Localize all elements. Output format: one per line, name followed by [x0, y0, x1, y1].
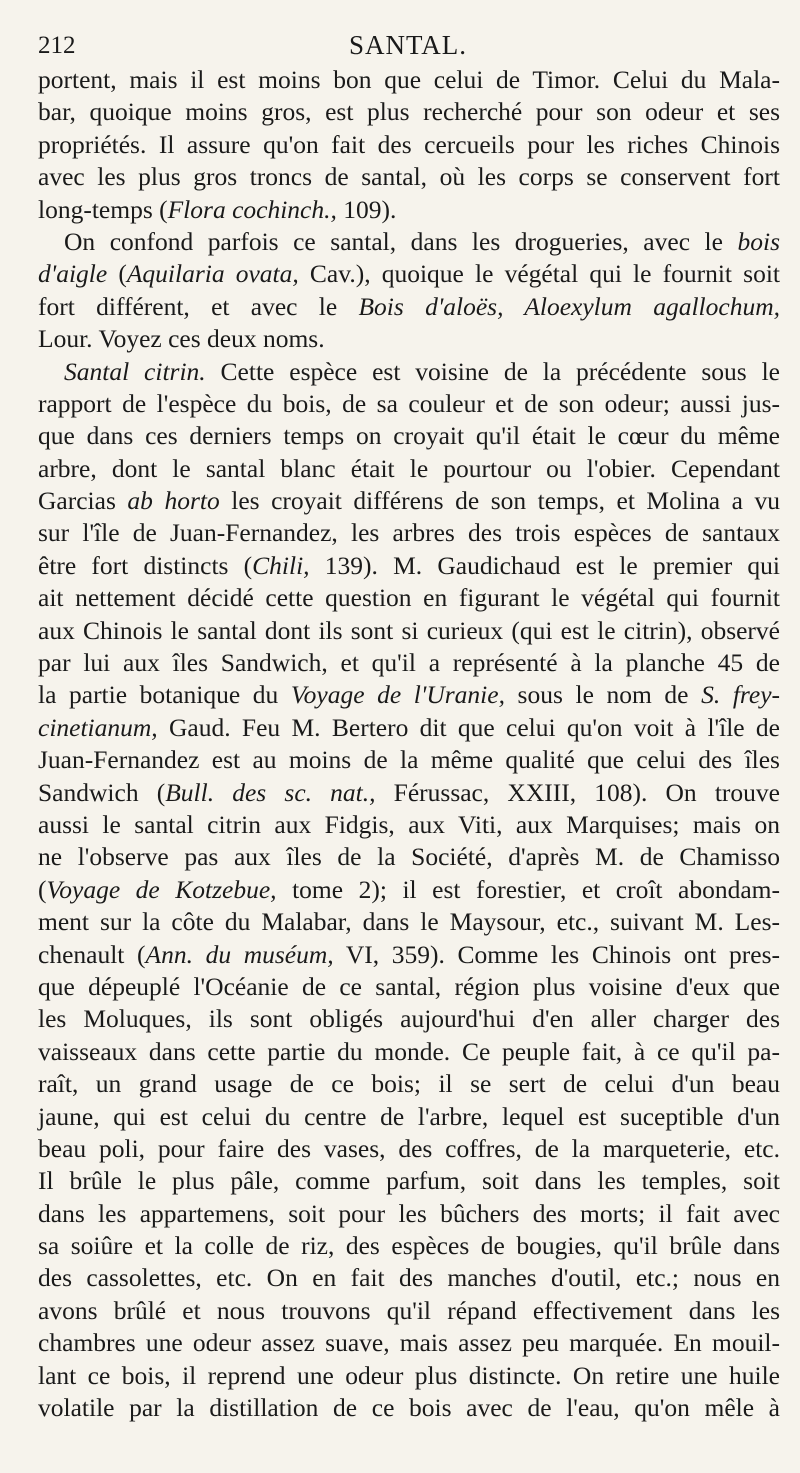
text-line	[38, 388, 780, 420]
text-segment: beau poli, pour faire des vases, des coffres, de la marqueterie, etc.	[38, 1133, 780, 1163]
text-segment: Cav.), quoique le végétal qui le fournit soit	[298, 259, 780, 289]
italic-text: Flora cochinch.,	[167, 194, 337, 224]
italic-text: Voyage de Kotzebue,	[46, 874, 277, 904]
text-segment: portent, mais il est moins bon que celui de Timor. Celui du Mala-	[38, 65, 780, 94]
text-line	[38, 517, 780, 549]
italic-text: Ann. du muséum,	[145, 939, 334, 969]
text-line	[38, 194, 780, 226]
text-segment: (	[107, 259, 127, 289]
text-segment: la partie botanique du	[38, 680, 291, 710]
text-segment: avec les plus gros troncs de santal, où les corps se conservent fort	[38, 162, 780, 192]
text-line	[38, 1036, 780, 1068]
text-line	[38, 777, 780, 809]
text-line	[38, 971, 780, 1003]
text-line	[38, 939, 780, 971]
text-line	[38, 226, 780, 258]
text-segment: 109).	[336, 194, 397, 224]
text-segment: dans les appartemens, soit pour les bûchers des morts; il fait avec	[38, 1198, 780, 1228]
text-segment: les Moluques, ils sont obligés aujourd'hui d'en aller charger des	[38, 1004, 780, 1034]
text-line	[38, 906, 780, 938]
text-line	[38, 1327, 780, 1359]
text-segment: long-temps (	[38, 194, 168, 224]
text-line	[38, 1230, 780, 1262]
text-line	[38, 550, 780, 582]
text-line	[38, 679, 780, 711]
italic-text: bois	[737, 226, 780, 256]
text-line	[38, 485, 780, 517]
text-segment: sur l'île de Juan-Fernandez, les arbres des trois espèces de santaux	[38, 518, 780, 548]
text-segment: volatile par la distillation de ce bois avec de l'eau, qu'on mêle à	[38, 1393, 780, 1423]
text-segment: On confond parfois ce santal, dans les drogueries, avec le	[64, 226, 738, 256]
text-segment: bar, quoique moins gros, est plus recherché pour son odeur et ses	[38, 97, 780, 127]
text-segment: rapport de l'espèce du bois, de sa couleur et de son odeur; aussi jus-	[38, 388, 780, 418]
text-line	[38, 582, 780, 614]
text-line	[38, 1295, 780, 1327]
text-segment: arbre, dont le santal blanc était le pourtour ou l'obier. Cependant	[38, 453, 780, 483]
text-line	[38, 874, 780, 906]
text-line	[38, 1262, 780, 1294]
text-segment: Garcias	[38, 486, 128, 516]
text-line	[38, 1198, 780, 1230]
text-segment: Lour. Voyez ces deux noms.	[38, 324, 325, 354]
text-line	[38, 420, 780, 452]
text-segment: propriétés. Il assure qu'on fait des cercueils pour les riches Chinois	[38, 129, 780, 159]
text-segment: chenault (	[38, 939, 146, 969]
text-segment: par lui aux îles Sandwich, et qu'il a représenté à la planche 45 de	[38, 648, 780, 678]
text-line	[38, 1133, 780, 1165]
italic-text: cinetianum,	[38, 712, 158, 742]
text-line	[38, 323, 780, 355]
text-line	[38, 809, 780, 841]
italic-text: Bull. des sc. nat.,	[165, 777, 376, 807]
text-line	[38, 1068, 780, 1100]
text-segment: avons brûlé et nous trouvons qu'il répand effectivement dans les	[38, 1295, 780, 1325]
text-segment: raît, un grand usage de ce bois; il se sert de celui d'un beau	[38, 1069, 780, 1099]
text-line	[38, 647, 780, 679]
italic-text: ab horto	[127, 486, 220, 516]
text-segment: les croyait différens de son temps, et Molina a vu	[219, 486, 780, 516]
text-line	[38, 1101, 780, 1133]
text-segment: (	[38, 874, 47, 904]
text-segment: que dépeuplé l'Océanie de ce santal, région plus voisine d'eux que	[38, 971, 780, 1001]
text-line	[38, 258, 780, 290]
italic-text: Chili,	[252, 550, 310, 580]
text-segment: aux Chinois le santal dont ils sont si curieux (qui est le citrin), observé	[38, 615, 780, 645]
text-segment: que dans ces derniers temps on croyait qu'il était le cœur du même	[38, 421, 780, 451]
text-line	[38, 356, 780, 388]
text-segment: ne l'observe pas aux îles de la Société, d'après M. de Chamisso	[38, 842, 780, 872]
text-segment: Férussac, XXIII, 108). On trouve	[375, 777, 780, 807]
text-line	[38, 291, 780, 323]
text-segment: sous le nom de	[504, 680, 702, 710]
text-segment: tome 2); il est forestier, et croît abondam-	[276, 874, 780, 904]
text-line	[38, 96, 780, 128]
text-segment: Juan-Fernandez est au moins de la même qualité que celui des îles	[38, 745, 780, 775]
text-segment: Cette espèce est voisine de la précédente sous le	[205, 356, 780, 386]
italic-text: S. frey-	[701, 680, 781, 710]
text-segment: Il brûle le plus pâle, comme parfum, soit dans les temples, soit	[38, 1166, 780, 1196]
page-number: 212	[38, 32, 76, 59]
text-segment: Gaud. Feu M. Bertero dit que celui qu'on voit à l'île de	[157, 712, 780, 742]
italic-text: Aquilaria ovata,	[126, 259, 299, 289]
text-segment: ait nettement décidé cette question en figurant le végétal qui fournit	[38, 583, 780, 613]
text-line	[38, 615, 780, 647]
text-line	[38, 129, 780, 161]
text-segment: vaisseaux dans cette partie du monde. Ce peuple fait, à ce qu'il pa-	[38, 1036, 780, 1066]
page-header	[38, 30, 778, 62]
text-segment: sa soiûre et la colle de riz, des espèces de bougies, qu'il brûle dans	[38, 1231, 780, 1261]
text-segment: Sandwich (	[38, 777, 166, 807]
text-line	[38, 744, 780, 776]
italic-text: d'aigle	[38, 259, 108, 289]
text-line	[38, 453, 780, 485]
text-segment: VI, 359). Comme les Chinois ont pres-	[333, 939, 781, 969]
text-segment: chambres une odeur assez suave, mais assez peu marquée. En mouil-	[38, 1328, 780, 1358]
text-line	[38, 1165, 780, 1197]
italic-text: Santal citrin.	[64, 356, 206, 386]
text-segment: être fort distincts (	[38, 550, 253, 580]
text-line	[38, 1360, 780, 1392]
text-segment: lant ce bois, il reprend une odeur plus distincte. On retire une huile	[38, 1360, 780, 1390]
italic-text: Bois d'aloës, Aloexylum agallochum,	[358, 291, 780, 321]
italic-text: Voyage de l'Uranie,	[290, 680, 505, 710]
text-line	[38, 1392, 780, 1424]
text-segment: fort différent, et avec le	[38, 291, 359, 321]
text-line	[38, 841, 780, 873]
running-head: SANTAL.	[348, 30, 468, 60]
text-line	[38, 1003, 780, 1035]
text-line	[38, 161, 780, 193]
text-segment: des cassolettes, etc. On en fait des manches d'outil, etc.; nous en	[38, 1263, 780, 1293]
text-segment: ment sur la côte du Malabar, dans le Maysour, etc., suivant M. Les-	[38, 907, 780, 937]
text-segment: aussi le santal citrin aux Fidgis, aux Viti, aux Marquises; mais on	[38, 809, 780, 839]
text-line	[38, 712, 780, 744]
text-line	[38, 64, 780, 96]
text-segment: 139). M. Gaudichaud est le premier qui	[309, 550, 780, 580]
body-text	[38, 64, 780, 1424]
text-segment: jaune, qui est celui du centre de l'arbre, lequel est suceptible d'un	[38, 1101, 780, 1131]
